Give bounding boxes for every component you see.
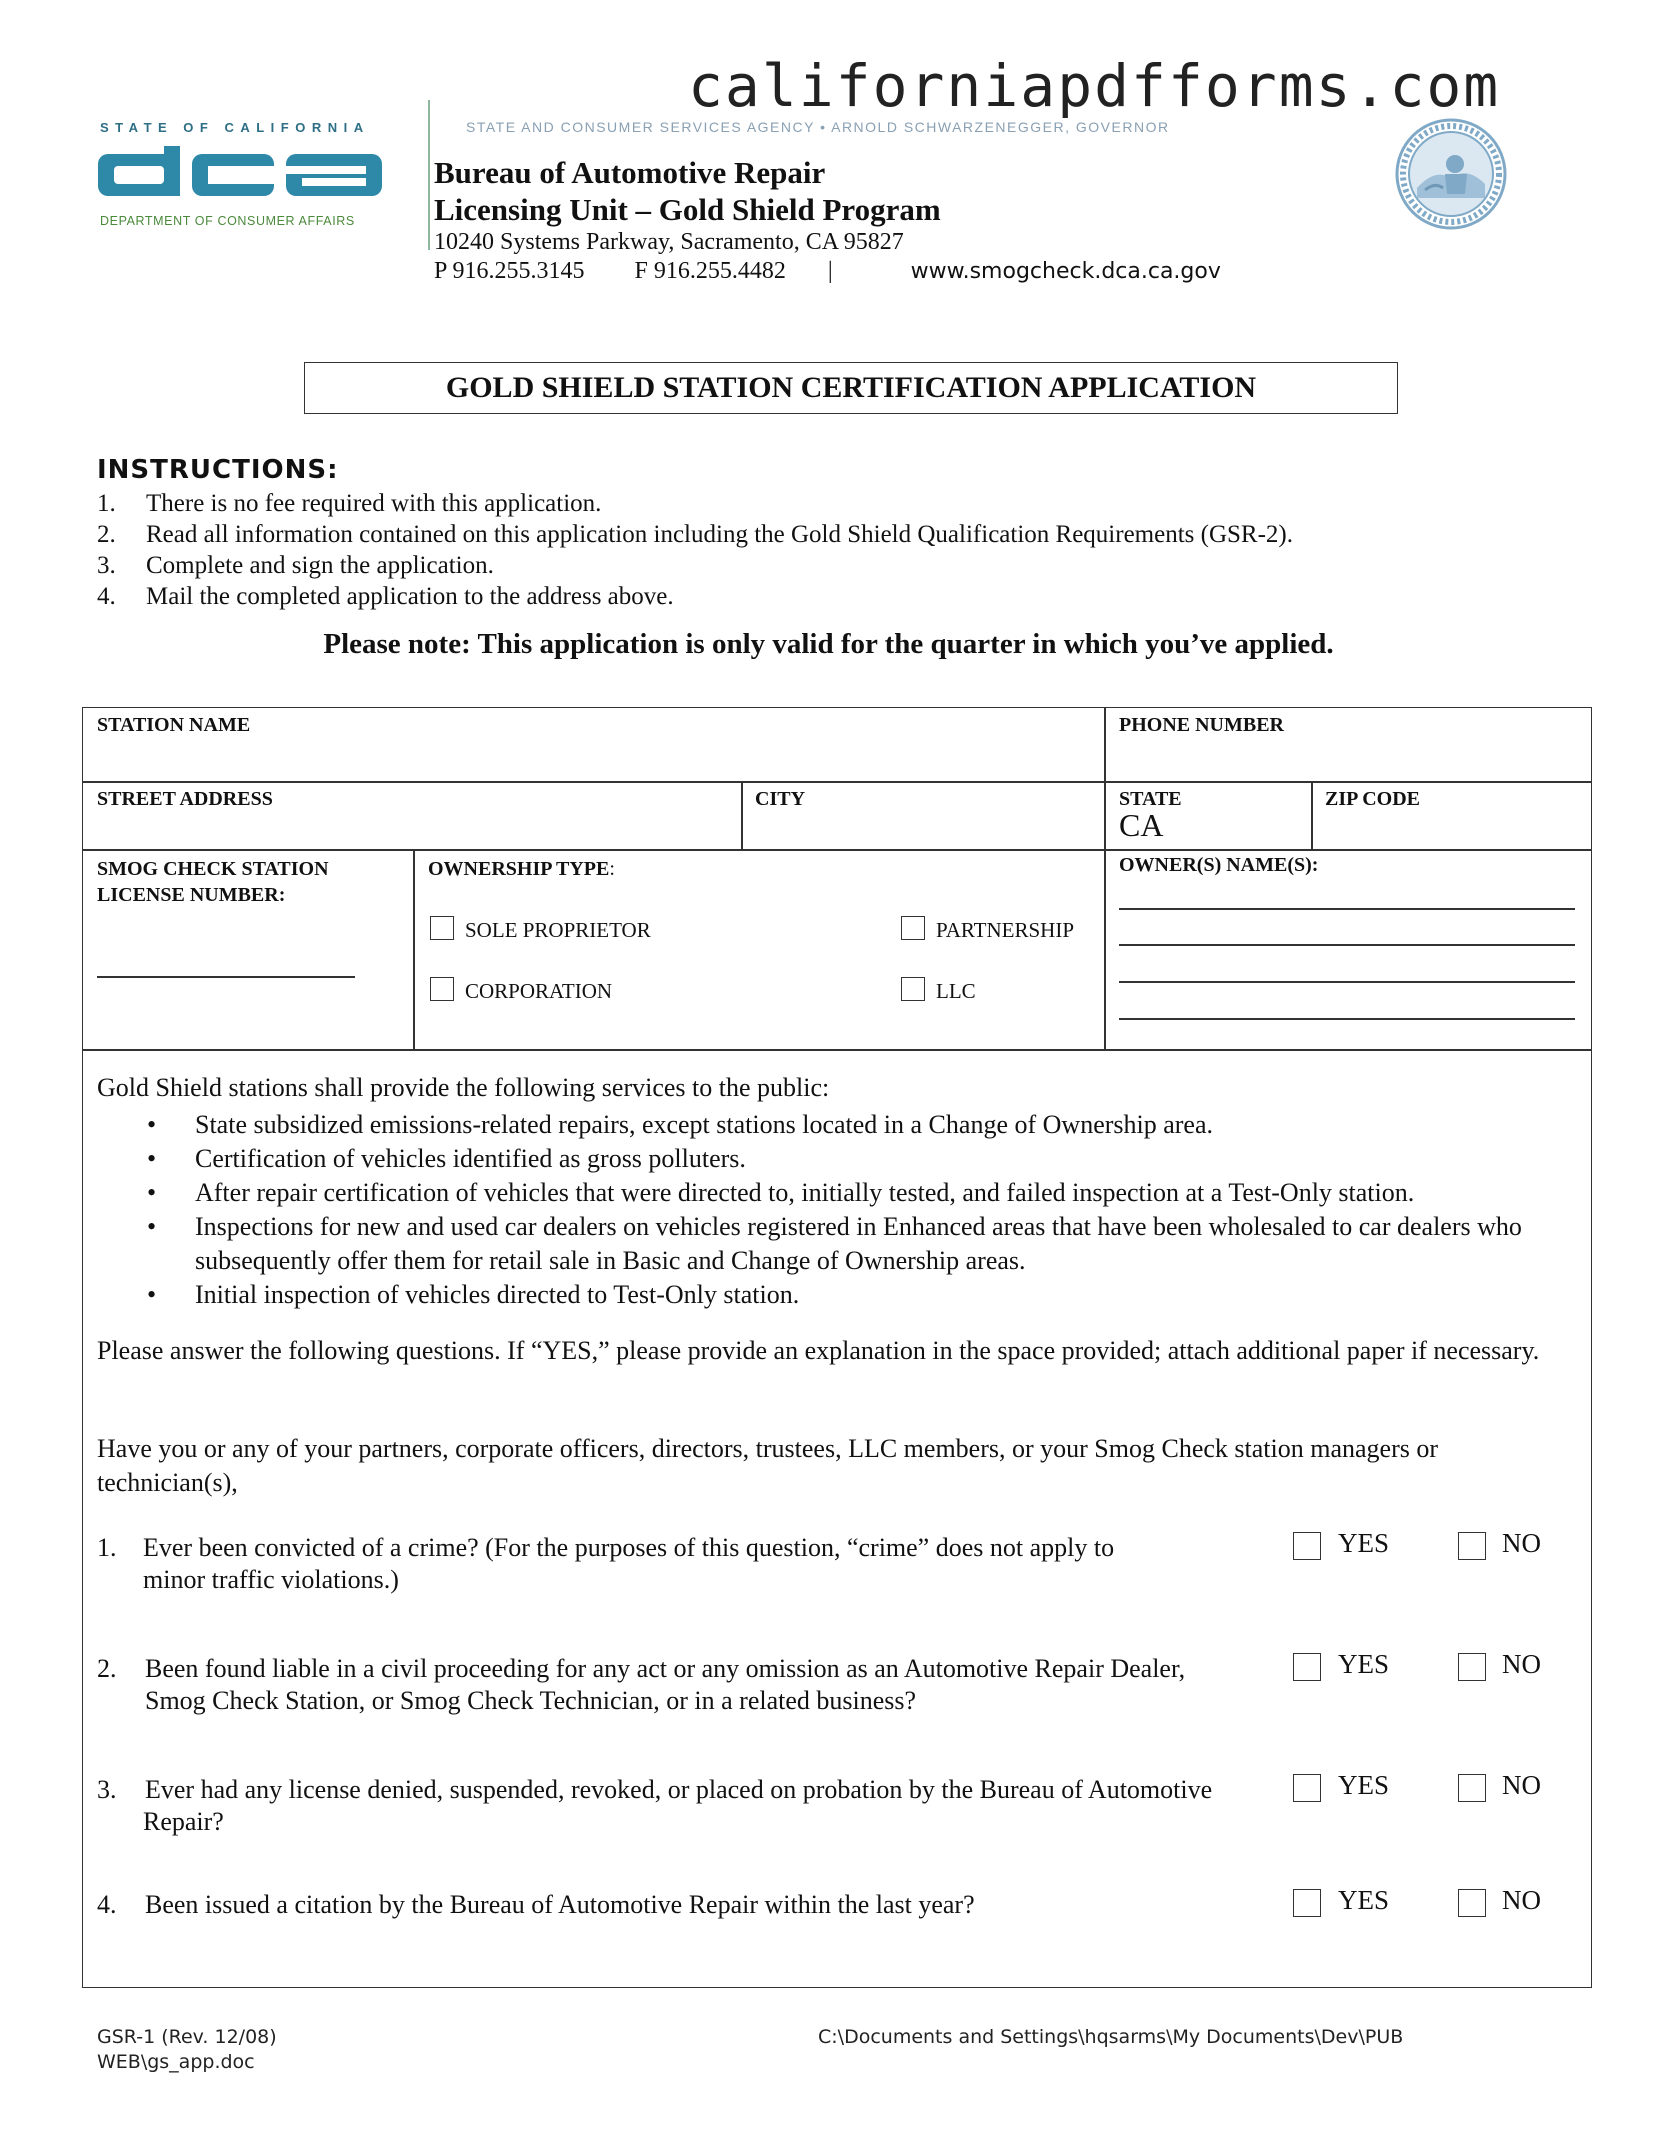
services-list (97, 1108, 1595, 1312)
footer-left (97, 2025, 277, 2075)
zip-code-label: ZIP CODE (1325, 788, 1421, 810)
sole-proprietor-checkbox[interactable] (430, 916, 454, 940)
owner-name-field[interactable] (1119, 944, 1575, 946)
column-divider (1311, 781, 1313, 850)
yes-label: YES (1338, 1528, 1390, 1558)
corporation-label: CORPORATION (465, 979, 613, 1003)
city-field[interactable] (755, 812, 1095, 846)
street-address-field[interactable] (97, 812, 727, 846)
no-label: NO (1502, 1528, 1541, 1558)
logo-bottom-text: DEPARTMENT OF CONSUMER AFFAIRS (100, 214, 355, 228)
logo-top-text: STATE OF CALIFORNIA (100, 120, 370, 135)
state-value[interactable]: CA (1119, 807, 1164, 843)
instruction-item: 4. Mail the completed application to the address above. (97, 583, 674, 610)
question-3: 3. Ever had any license denied, suspended, revoked, or placed on probation by the Bureau of Automotive Repair? (97, 1775, 1213, 1836)
q2-no-checkbox[interactable] (1458, 1653, 1486, 1681)
station-name-field[interactable] (97, 740, 1087, 776)
question-4: 4. Been issued a citation by the Bureau of Automotive Repair within the last year? (97, 1889, 1237, 1921)
watermark-text: californiapdfforms.com (688, 52, 1501, 120)
instructions-list (97, 488, 1293, 612)
q2-yes-checkbox[interactable] (1293, 1653, 1321, 1681)
question-2: 2. Been found liable in a civil proceeding for any act or any omission as an Automotive Repair Dealer, Smog Check Station, or Smog Check Technician, or in a related business? (97, 1653, 1237, 1717)
instructions-heading: INSTRUCTIONS: (97, 455, 339, 485)
license-label: SMOG CHECK STATION LICENSE NUMBER: (97, 858, 329, 906)
llc-checkbox[interactable] (901, 977, 925, 1001)
bureau-heading (434, 154, 941, 228)
partnership-label: PARTNERSHIP (936, 918, 1075, 942)
city-label: CITY (755, 788, 806, 810)
yes-label: YES (1338, 1885, 1390, 1915)
contact-line (434, 258, 1221, 285)
no-label: NO (1502, 1885, 1541, 1915)
form-title: GOLD SHIELD STATION CERTIFICATION APPLICATION (304, 362, 1398, 414)
llc-label: LLC (936, 979, 976, 1003)
form-id: GSR-1 (Rev. 12/08) (97, 2026, 277, 2048)
file-name: WEB\gs_app.doc (97, 2051, 255, 2073)
q4-yes-checkbox[interactable] (1293, 1889, 1321, 1917)
dca-logo (96, 118, 396, 238)
bureau-address: 10240 Systems Parkway, Sacramento, CA 95827 (434, 229, 904, 255)
yes-label: YES (1338, 1770, 1390, 1800)
file-path: C:\Documents and Settings\hqsarms\My Documents\Dev\PUB (818, 2026, 1404, 2048)
service-item: • Certification of vehicles identified as gross polluters. (97, 1142, 1595, 1176)
bureau-name: Bureau of Automotive Repair (434, 155, 826, 190)
fax-text: F 916.255.4482 (634, 258, 786, 284)
question-1: 1. Ever been convicted of a crime? (For the purposes of this question, “crime” does not apply to minor traffic violations.) (97, 1532, 1237, 1596)
owner-name-field[interactable] (1119, 981, 1575, 983)
header-divider (428, 100, 430, 250)
column-divider (413, 849, 415, 1050)
question-text: Been issued a citation by the Bureau of Automotive Repair within the last year? (145, 1890, 975, 1919)
zip-code-field[interactable] (1325, 812, 1575, 846)
agency-line: STATE AND CONSUMER SERVICES AGENCY • ARNOLD SCHWARZENEGGER, GOVERNOR (466, 119, 1170, 135)
services-intro: Gold Shield stations shall provide the following services to the public: (97, 1073, 830, 1102)
owners-name-label: OWNER(S) NAME(S): (1119, 854, 1319, 876)
state-label: STATE (1119, 788, 1182, 810)
row-divider (83, 781, 1591, 783)
no-label: NO (1502, 1649, 1541, 1679)
state-seal-icon (1395, 118, 1507, 230)
column-divider (741, 781, 743, 850)
phone-number-field[interactable] (1119, 740, 1579, 776)
station-name-label: STATION NAME (97, 714, 251, 736)
q3-no-checkbox[interactable] (1458, 1774, 1486, 1802)
question-text: Ever been convicted of a crime? (For the purposes of this question, “crime” does not apply to minor traffic violations.) (143, 1533, 1115, 1594)
owner-name-field[interactable] (1119, 908, 1575, 910)
instruction-item: 3. Complete and sign the application. (97, 552, 494, 579)
corporation-checkbox[interactable] (430, 977, 454, 1001)
sole-proprietor-label: SOLE PROPRIETOR (465, 918, 651, 942)
question-text: Ever had any license denied, suspended, revoked, or placed on probation by the Bureau of Automotive Repair? (143, 1775, 1213, 1836)
license-number-field[interactable] (97, 976, 355, 978)
no-label: NO (1502, 1770, 1541, 1800)
service-item: • Initial inspection of vehicles directed to Test-Only station. (97, 1278, 1595, 1312)
unit-name: Licensing Unit – Gold Shield Program (434, 192, 941, 227)
yes-label: YES (1338, 1649, 1390, 1679)
partnership-checkbox[interactable] (901, 916, 925, 940)
questions-intro: Please answer the following questions. If “YES,” please provide an explanation in the space provided; attach additional paper if necessary. (97, 1336, 1540, 1365)
instruction-item: 2. Read all information contained on this application including the Gold Shield Qualification Requirements (GSR-2). (97, 521, 1293, 548)
instruction-item: 1. There is no fee required with this application. (97, 490, 602, 517)
validity-note: Please note: This application is only valid for the quarter in which you’ve applied. (323, 628, 1334, 660)
q1-yes-checkbox[interactable] (1293, 1532, 1321, 1560)
service-item: • After repair certification of vehicles that were directed to, initially tested, and failed inspection at a Test-Only station. (97, 1176, 1595, 1210)
questions-lead: Have you or any of your partners, corporate officers, directors, trustees, LLC members, or your Smog Check station managers or technician(s), (97, 1434, 1439, 1497)
phone-number-label: PHONE NUMBER (1119, 714, 1284, 736)
service-item: • State subsidized emissions-related repairs, except stations located in a Change of Ownership area. (97, 1108, 1595, 1142)
q4-no-checkbox[interactable] (1458, 1889, 1486, 1917)
separator: | (827, 258, 833, 284)
website-link[interactable]: www.smogcheck.dca.ca.gov (910, 259, 1221, 284)
ownership-type-label: OWNERSHIP TYPE: (428, 858, 615, 880)
row-divider (83, 1049, 1591, 1051)
service-item: • Inspections for new and used car dealers on vehicles registered in Enhanced areas that have been wholesaled to car dealers who subsequently offer them for retail sale in Basic and Change of Ownership areas. (97, 1210, 1595, 1278)
owner-name-field[interactable] (1119, 1018, 1575, 1020)
column-divider (1104, 708, 1106, 1050)
q1-no-checkbox[interactable] (1458, 1532, 1486, 1560)
phone-text: P 916.255.3145 (434, 258, 585, 284)
street-address-label: STREET ADDRESS (97, 788, 273, 810)
q3-yes-checkbox[interactable] (1293, 1774, 1321, 1802)
question-text: Been found liable in a civil proceeding for any act or any omission as an Automotive Repair Dealer, Smog Check Station, or Smog Check Technician, or in a related business? (145, 1654, 1186, 1715)
row-divider (83, 849, 1591, 851)
